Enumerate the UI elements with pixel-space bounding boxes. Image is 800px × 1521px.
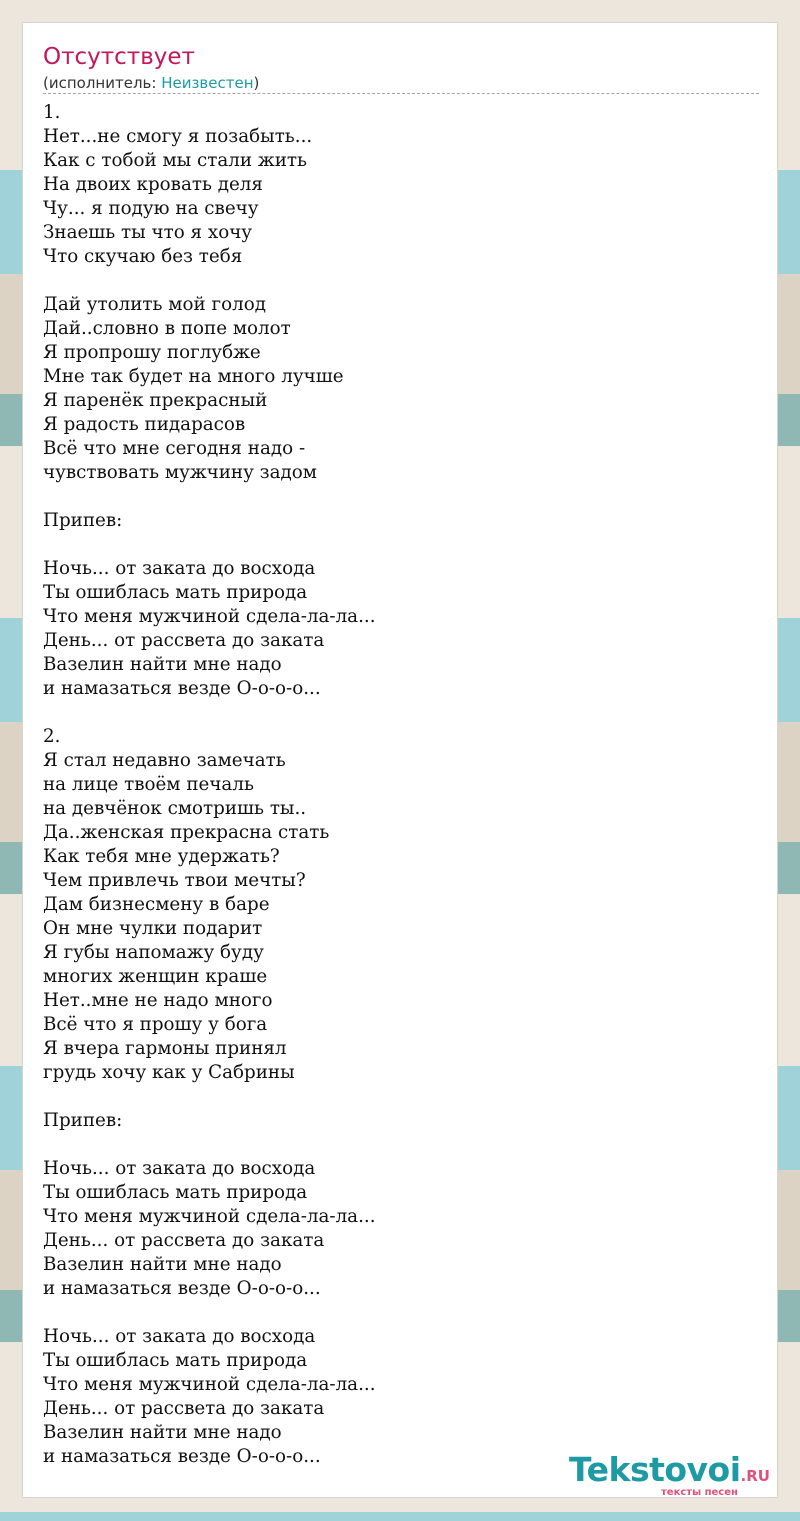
- lyric-line: Он мне чулки подарит: [43, 918, 263, 939]
- lyric-line: Чем привлечь твои мечты?: [43, 870, 306, 891]
- lyric-line: Нет..мне не надо много: [43, 990, 273, 1011]
- lyric-line: Чу... я подую на свечу: [43, 198, 259, 219]
- lyric-line: и намазаться везде О-о-о-о...: [43, 678, 321, 699]
- logo-ru: .RU: [740, 1467, 770, 1485]
- lyric-line: Нет...не смогу я позабыть...: [43, 126, 313, 147]
- lyric-line: на девчёнок смотришь ты..: [43, 798, 307, 819]
- lyric-line: День... от рассвета до заката: [43, 630, 325, 651]
- lyric-line: На двоих кровать деля: [43, 174, 263, 195]
- song-header: [43, 43, 759, 94]
- lyric-line: Мне так будет на много лучше: [43, 366, 344, 387]
- lyric-line: [43, 1133, 759, 1157]
- lyric-line: многих женщин краше: [43, 966, 268, 987]
- lyric-line: Что меня мужчиной сдела-ла-ла...: [43, 606, 376, 627]
- lyric-line: Я вчера гармоны принял: [43, 1038, 287, 1059]
- lyric-line: на лице твоём печаль: [43, 774, 254, 795]
- lyric-line: 1.: [43, 102, 61, 123]
- lyric-line: Вазелин найти мне надо: [43, 1422, 282, 1443]
- lyric-line: Что меня мужчиной сдела-ла-ла...: [43, 1374, 376, 1395]
- lyric-line: Всё что мне сегодня надо -: [43, 438, 306, 459]
- lyric-line: Я паренёк прекрасный: [43, 390, 268, 411]
- lyric-line: Ты ошиблась мать природа: [43, 1350, 308, 1371]
- song-title: Отсутствует: [43, 44, 195, 70]
- lyric-line: Дай утолить мой голод: [43, 294, 266, 315]
- logo-tagline: тексты песен: [661, 1487, 738, 1498]
- artist-suffix: ): [253, 74, 260, 92]
- lyrics-card: [22, 22, 778, 1498]
- lyric-line: Ты ошиблась мать природа: [43, 1182, 308, 1203]
- lyric-line: Я стал недавно замечать: [43, 750, 286, 771]
- lyric-line: [43, 1085, 759, 1109]
- lyric-line: Припев:: [43, 510, 123, 531]
- lyric-line: Знаешь ты что я хочу: [43, 222, 253, 243]
- lyric-line: [43, 269, 759, 293]
- lyric-line: Ночь... от заката до восхода: [43, 558, 316, 579]
- lyric-line: Всё что я прошу у бога: [43, 1014, 268, 1035]
- lyric-line: Я радость пидарасов: [43, 414, 246, 435]
- lyric-line: Я пропрошу поглубже: [43, 342, 261, 363]
- logo-main-text: Tekstovoi: [569, 1450, 741, 1489]
- lyric-line: Да..женская прекрасна стать: [43, 822, 330, 843]
- lyric-line: День... от рассвета до заката: [43, 1398, 325, 1419]
- lyric-line: Вазелин найти мне надо: [43, 1254, 282, 1275]
- lyric-line: и намазаться везде О-о-о-о...: [43, 1446, 321, 1467]
- lyric-line: [43, 533, 759, 557]
- artist-prefix: (исполнитель:: [43, 74, 162, 92]
- lyric-line: Как с тобой мы стали жить: [43, 150, 307, 171]
- lyric-line: Что скучаю без тебя: [43, 246, 243, 267]
- lyric-line: Как тебя мне удержать?: [43, 846, 280, 867]
- site-logo[interactable]: [569, 1450, 775, 1498]
- lyric-line: Дай..словно в попе молот: [43, 318, 291, 339]
- lyric-line: [43, 701, 759, 725]
- lyric-line: Ты ошиблась мать природа: [43, 582, 308, 603]
- lyric-line: Дам бизнесмену в баре: [43, 894, 270, 915]
- lyric-line: Я губы напомажу буду: [43, 942, 264, 963]
- lyric-line: [43, 1301, 759, 1325]
- lyric-line: чувствовать мужчину задом: [43, 462, 318, 483]
- lyric-line: Вазелин найти мне надо: [43, 654, 282, 675]
- lyric-line: Ночь... от заката до восхода: [43, 1158, 316, 1179]
- lyric-line: Ночь... от заката до восхода: [43, 1326, 316, 1347]
- header-divider: [43, 93, 759, 94]
- lyric-line: [43, 485, 759, 509]
- lyrics-text: [43, 101, 759, 1469]
- lyric-line: 2.: [43, 726, 61, 747]
- lyric-line: и намазаться везде О-о-о-о...: [43, 1278, 321, 1299]
- lyric-line: День... от рассвета до заката: [43, 1230, 325, 1251]
- artist-link[interactable]: Неизвестен: [161, 74, 254, 92]
- artist-line: [43, 73, 759, 93]
- lyric-line: Припев:: [43, 1110, 123, 1131]
- lyric-line: грудь хочу как у Сабрины: [43, 1062, 295, 1083]
- lyric-line: Что меня мужчиной сдела-ла-ла...: [43, 1206, 376, 1227]
